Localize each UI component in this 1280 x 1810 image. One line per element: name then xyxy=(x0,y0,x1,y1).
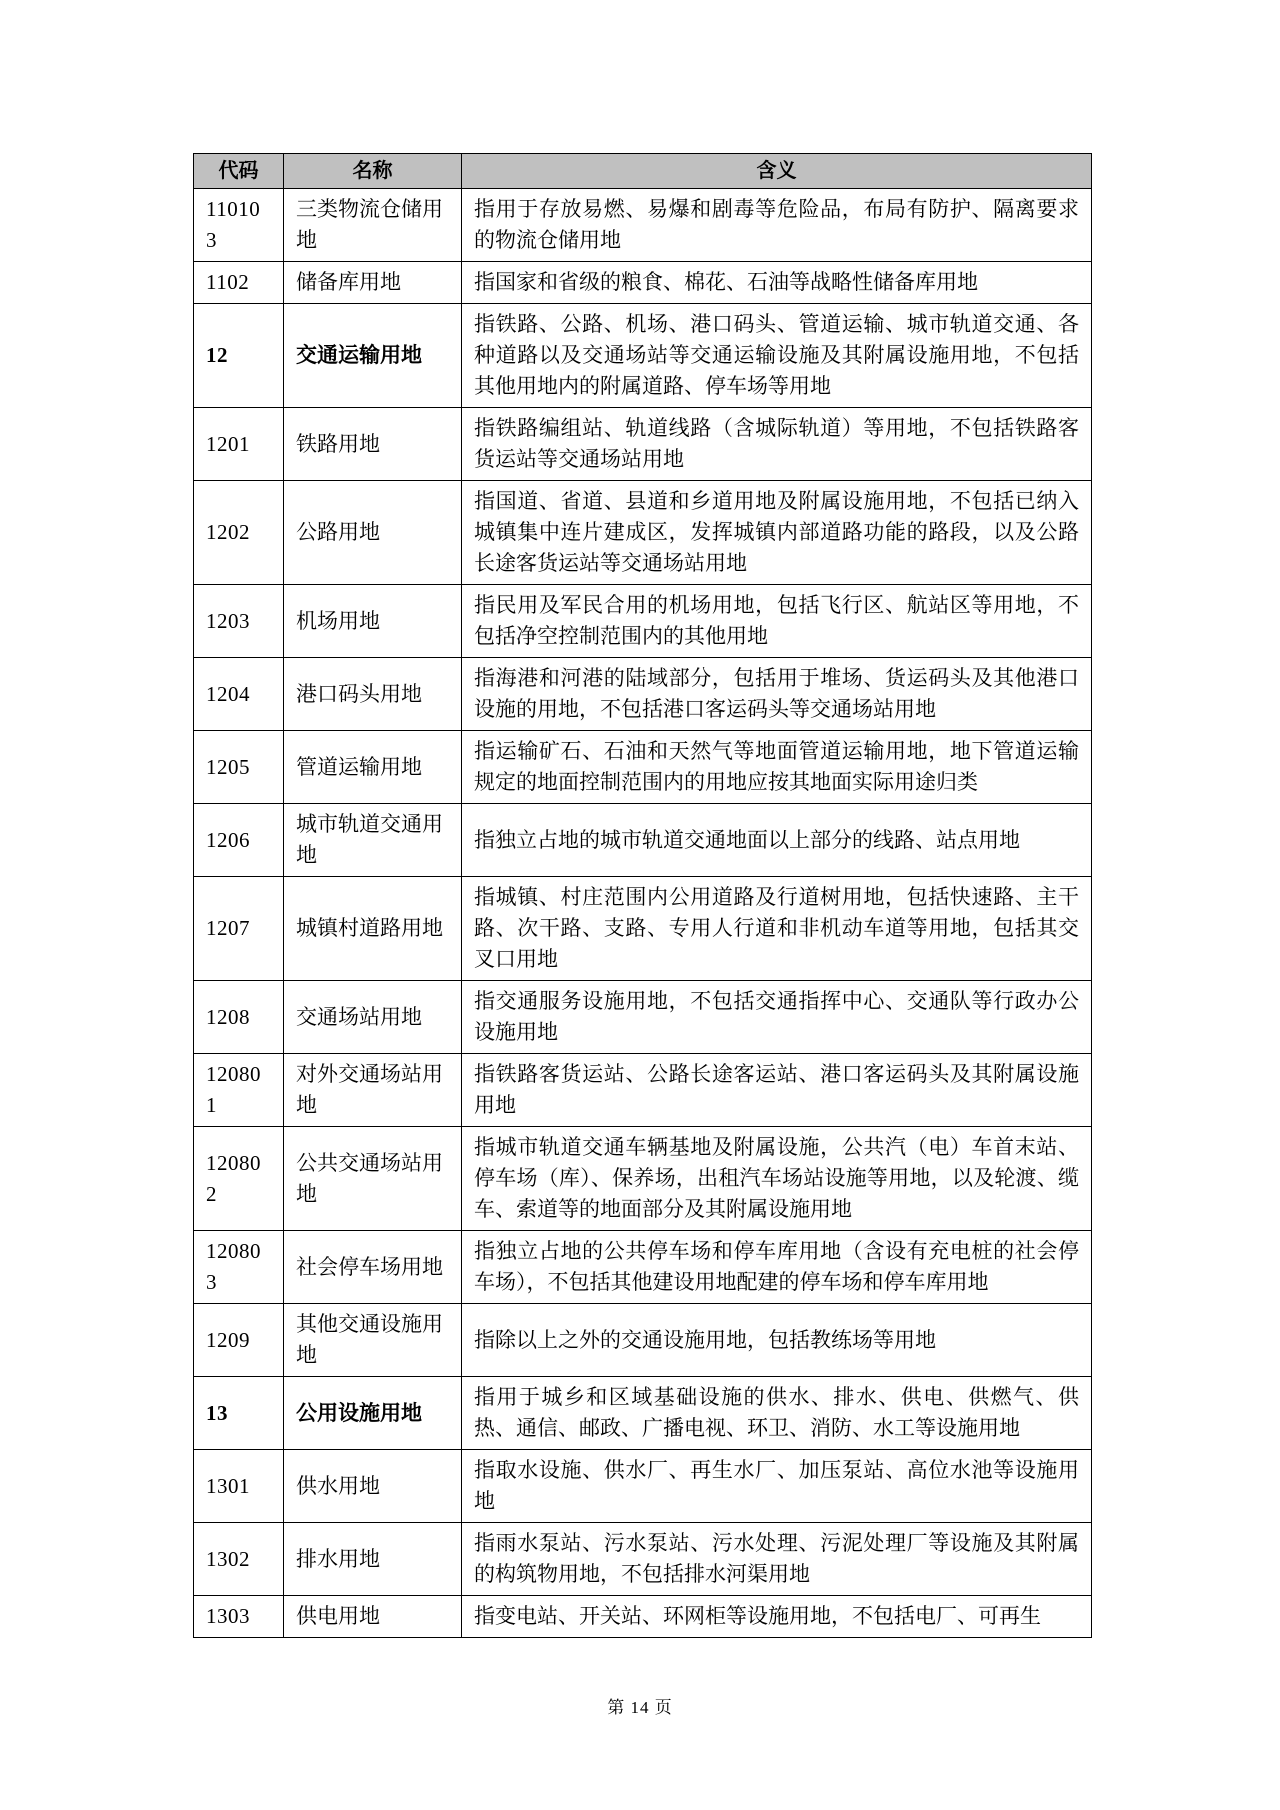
code-cell: 1302 xyxy=(194,1523,284,1596)
name-cell: 机场用地 xyxy=(284,585,462,658)
name-cell: 交通场站用地 xyxy=(284,981,462,1054)
meaning-cell: 指独立占地的城市轨道交通地面以上部分的线路、站点用地 xyxy=(462,804,1092,877)
code-cell: 1102 xyxy=(194,262,284,304)
table-row xyxy=(194,1304,1092,1377)
table-row xyxy=(194,189,1092,262)
meaning-cell: 指取水设施、供水厂、再生水厂、加压泵站、高位水池等设施用地 xyxy=(462,1450,1092,1523)
code-cell: 12 xyxy=(194,304,284,408)
header-row xyxy=(194,154,1092,189)
code-cell: 120803 xyxy=(194,1231,284,1304)
table-row xyxy=(194,731,1092,804)
table-row xyxy=(194,408,1092,481)
code-cell: 1202 xyxy=(194,481,284,585)
code-cell: 1209 xyxy=(194,1304,284,1377)
name-cell: 公路用地 xyxy=(284,481,462,585)
column-header-meaning: 含义 xyxy=(462,154,1092,189)
code-cell: 1208 xyxy=(194,981,284,1054)
code-cell: 1205 xyxy=(194,731,284,804)
code-cell: 1203 xyxy=(194,585,284,658)
name-cell: 公用设施用地 xyxy=(284,1377,462,1450)
meaning-cell: 指变电站、开关站、环网柜等设施用地，不包括电厂、可再生 xyxy=(462,1596,1092,1638)
code-cell: 1206 xyxy=(194,804,284,877)
page-number: 第 14 页 xyxy=(607,1698,673,1717)
meaning-cell: 指民用及军民合用的机场用地，包括飞行区、航站区等用地，不包括净空控制范围内的其他用地 xyxy=(462,585,1092,658)
land-use-table-container xyxy=(193,153,1092,1638)
table-row xyxy=(194,481,1092,585)
name-cell: 排水用地 xyxy=(284,1523,462,1596)
name-cell: 供水用地 xyxy=(284,1450,462,1523)
code-cell: 120801 xyxy=(194,1054,284,1127)
name-cell: 城镇村道路用地 xyxy=(284,877,462,981)
table-row xyxy=(194,304,1092,408)
meaning-cell: 指除以上之外的交通设施用地，包括教练场等用地 xyxy=(462,1304,1092,1377)
name-cell: 对外交通场站用地 xyxy=(284,1054,462,1127)
name-cell: 交通运输用地 xyxy=(284,304,462,408)
table-row xyxy=(194,877,1092,981)
table-row xyxy=(194,1377,1092,1450)
meaning-cell: 指城镇、村庄范围内公用道路及行道树用地，包括快速路、主干路、次干路、支路、专用人行道和非机动车道等用地，包括其交叉口用地 xyxy=(462,877,1092,981)
meaning-cell: 指用于存放易燃、易爆和剧毒等危险品，布局有防护、隔离要求的物流仓储用地 xyxy=(462,189,1092,262)
meaning-cell: 指雨水泵站、污水泵站、污水处理、污泥处理厂等设施及其附属的构筑物用地，不包括排水河渠用地 xyxy=(462,1523,1092,1596)
name-cell: 管道运输用地 xyxy=(284,731,462,804)
column-header-name: 名称 xyxy=(284,154,462,189)
code-cell: 13 xyxy=(194,1377,284,1450)
name-cell: 三类物流仓储用地 xyxy=(284,189,462,262)
code-cell: 110103 xyxy=(194,189,284,262)
column-header-code: 代码 xyxy=(194,154,284,189)
table-row xyxy=(194,585,1092,658)
table-body xyxy=(194,189,1092,1638)
name-cell: 港口码头用地 xyxy=(284,658,462,731)
table-row xyxy=(194,262,1092,304)
code-cell: 1207 xyxy=(194,877,284,981)
meaning-cell: 指交通服务设施用地，不包括交通指挥中心、交通队等行政办公设施用地 xyxy=(462,981,1092,1054)
table-header xyxy=(194,154,1092,189)
meaning-cell: 指城市轨道交通车辆基地及附属设施，公共汽（电）车首末站、停车场（库）、保养场，出租汽车场站设施等用地，以及轮渡、缆车、索道等的地面部分及其附属设施用地 xyxy=(462,1127,1092,1231)
meaning-cell: 指运输矿石、石油和天然气等地面管道运输用地，地下管道运输规定的地面控制范围内的用地应按其地面实际用途归类 xyxy=(462,731,1092,804)
code-cell: 1204 xyxy=(194,658,284,731)
meaning-cell: 指用于城乡和区域基础设施的供水、排水、供电、供燃气、供热、通信、邮政、广播电视、环卫、消防、水工等设施用地 xyxy=(462,1377,1092,1450)
table-row xyxy=(194,1054,1092,1127)
table-row xyxy=(194,981,1092,1054)
name-cell: 社会停车场用地 xyxy=(284,1231,462,1304)
meaning-cell: 指国道、省道、县道和乡道用地及附属设施用地，不包括已纳入城镇集中连片建成区，发挥城镇内部道路功能的路段，以及公路长途客货运站等交通场站用地 xyxy=(462,481,1092,585)
land-use-classification-table xyxy=(193,153,1092,1638)
meaning-cell: 指铁路、公路、机场、港口码头、管道运输、城市轨道交通、各种道路以及交通场站等交通运输设施及其附属设施用地，不包括其他用地内的附属道路、停车场等用地 xyxy=(462,304,1092,408)
table-row xyxy=(194,1231,1092,1304)
name-cell: 铁路用地 xyxy=(284,408,462,481)
code-cell: 1303 xyxy=(194,1596,284,1638)
table-row xyxy=(194,1523,1092,1596)
table-row xyxy=(194,1596,1092,1638)
name-cell: 其他交通设施用地 xyxy=(284,1304,462,1377)
name-cell: 公共交通场站用地 xyxy=(284,1127,462,1231)
name-cell: 供电用地 xyxy=(284,1596,462,1638)
meaning-cell: 指独立占地的公共停车场和停车库用地（含设有充电桩的社会停车场），不包括其他建设用地配建的停车场和停车库用地 xyxy=(462,1231,1092,1304)
table-row xyxy=(194,804,1092,877)
table-row xyxy=(194,1450,1092,1523)
code-cell: 120802 xyxy=(194,1127,284,1231)
meaning-cell: 指铁路编组站、轨道线路（含城际轨道）等用地，不包括铁路客货运站等交通场站用地 xyxy=(462,408,1092,481)
meaning-cell: 指铁路客货运站、公路长途客运站、港口客运码头及其附属设施用地 xyxy=(462,1054,1092,1127)
meaning-cell: 指海港和河港的陆域部分，包括用于堆场、货运码头及其他港口设施的用地，不包括港口客运码头等交通场站用地 xyxy=(462,658,1092,731)
meaning-cell: 指国家和省级的粮食、棉花、石油等战略性储备库用地 xyxy=(462,262,1092,304)
code-cell: 1301 xyxy=(194,1450,284,1523)
table-row xyxy=(194,658,1092,731)
table-row xyxy=(194,1127,1092,1231)
name-cell: 储备库用地 xyxy=(284,262,462,304)
name-cell: 城市轨道交通用地 xyxy=(284,804,462,877)
code-cell: 1201 xyxy=(194,408,284,481)
